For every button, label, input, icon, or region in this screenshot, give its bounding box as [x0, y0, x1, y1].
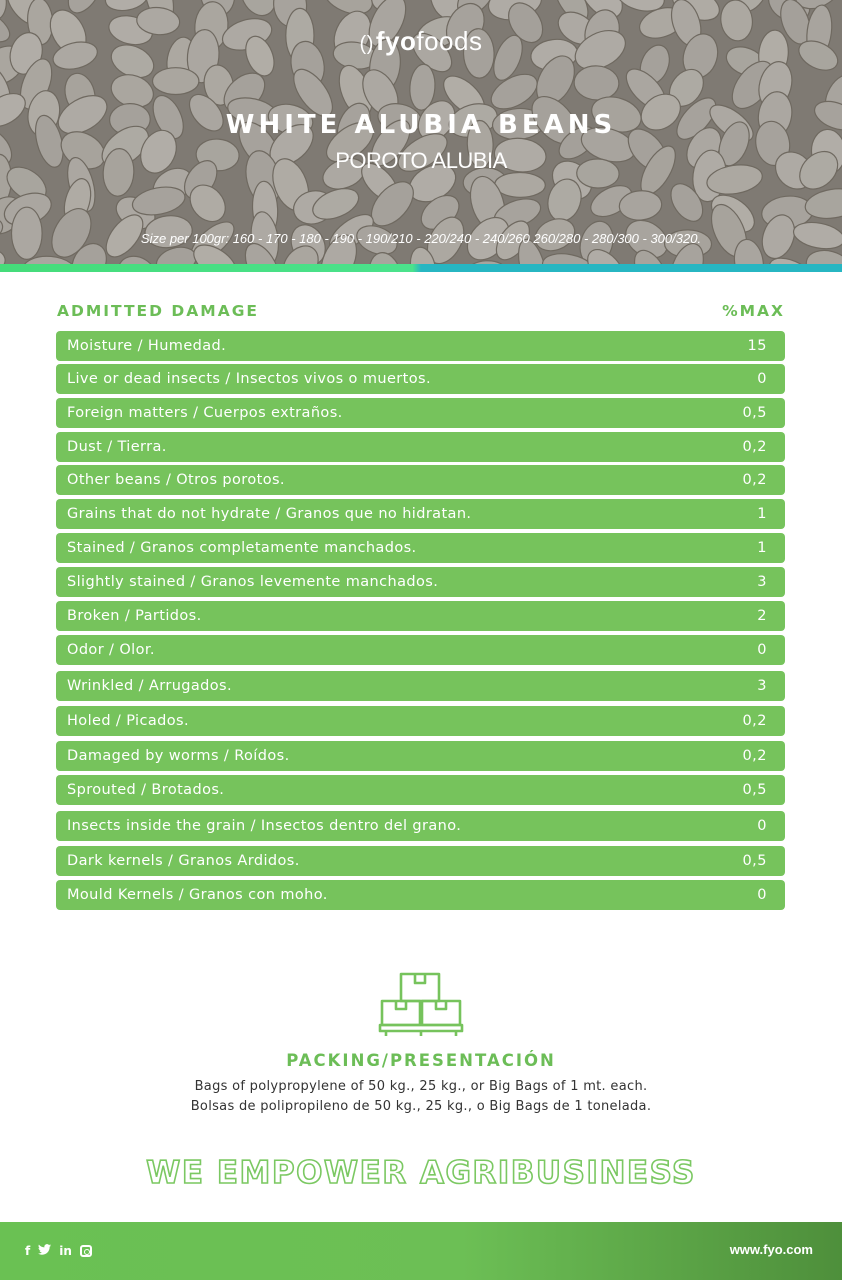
row-value: 2 [757, 608, 767, 624]
row-value: 0 [757, 371, 767, 387]
row-value: 0,5 [742, 782, 767, 798]
table-row [56, 465, 785, 495]
table-row [56, 706, 785, 736]
row-label: Slightly stained / Granos levemente manchados. [67, 574, 439, 590]
table-row [56, 601, 785, 631]
slogan: WE EMPOWER AGRIBUSINESS [146, 1155, 696, 1191]
row-value: 3 [757, 678, 767, 694]
table-row [56, 671, 785, 701]
boxes-on-pallet-icon [378, 971, 464, 1037]
table-row [56, 432, 785, 462]
row-value: 0,5 [742, 405, 767, 421]
table-row [56, 741, 785, 771]
row-label: Stained / Granos completamente manchados. [67, 540, 417, 556]
table-row [56, 635, 785, 665]
row-value: 0 [757, 818, 767, 834]
row-value: 0 [757, 887, 767, 903]
row-label: Mould Kernels / Granos con moho. [67, 887, 328, 903]
packing-line-english: Bags of polypropylene of 50 kg., 25 kg., or Big Bags of 1 mt. each. [194, 1079, 648, 1094]
accent-stripe [0, 264, 842, 272]
logo-bold-text: fyo [375, 26, 417, 56]
table-row [56, 533, 785, 563]
table-row [56, 364, 785, 394]
row-value: 0 [757, 642, 767, 658]
linkedin-icon[interactable]: in [59, 1244, 72, 1258]
logo-light-text: foods [416, 26, 483, 56]
hero-banner [0, 0, 842, 264]
row-label: Live or dead insects / Insectos vivos o muertos. [67, 371, 431, 387]
instagram-icon[interactable] [80, 1245, 92, 1257]
row-label: Foreign matters / Cuerpos extraños. [67, 405, 343, 421]
row-value: 1 [757, 540, 767, 556]
table-row [56, 775, 785, 805]
row-label: Sprouted / Brotados. [67, 782, 225, 798]
table-row [56, 846, 785, 876]
table-row [56, 880, 785, 910]
row-value: 0,5 [742, 853, 767, 869]
website-link[interactable]: www.fyo.com [729, 1242, 813, 1257]
brand-logo[interactable] [0, 26, 842, 57]
row-label: Holed / Picados. [67, 713, 189, 729]
header-admitted-damage: ADMITTED DAMAGE [57, 302, 259, 320]
packing-title: PACKING/PRESENTACIÓN [286, 1051, 556, 1070]
row-value: 0,2 [742, 439, 767, 455]
social-links [25, 1243, 92, 1259]
page-title: WHITE ALUBIA BEANS [225, 110, 617, 140]
row-value: 0,2 [742, 748, 767, 764]
row-label: Dust / Tierra. [67, 439, 167, 455]
twitter-icon[interactable] [38, 1243, 51, 1259]
row-label: Insects inside the grain / Insectos dentro del grano. [67, 818, 462, 834]
row-label: Damaged by worms / Roídos. [67, 748, 290, 764]
table-row [56, 398, 785, 428]
row-label: Dark kernels / Granos Ardidos. [67, 853, 300, 869]
damage-table-header [57, 302, 785, 322]
row-value: 3 [757, 574, 767, 590]
footer [0, 1222, 842, 1280]
row-value: 0,2 [742, 472, 767, 488]
logo-mark-icon: () [359, 33, 374, 55]
header-max-percent: %MAX [722, 302, 785, 320]
row-label: Grains that do not hydrate / Granos que no hidratan. [67, 506, 472, 522]
packing-line-spanish: Bolsas de polipropileno de 50 kg., 25 kg., o Big Bags de 1 tonelada. [190, 1099, 652, 1114]
facebook-icon[interactable]: f [25, 1244, 31, 1258]
size-info: Size per 100gr: 160 - 170 - 180 - 190 - 190/210 - 220/240 - 240/260 260/280 - 280/300 - 300/320. [140, 231, 702, 246]
row-value: 1 [757, 506, 767, 522]
row-label: Wrinkled / Arrugados. [67, 678, 233, 694]
table-row [56, 811, 785, 841]
row-label: Moisture / Humedad. [67, 338, 227, 354]
row-value: 0,2 [742, 713, 767, 729]
row-label: Odor / Olor. [67, 642, 155, 658]
row-value: 15 [747, 338, 767, 354]
row-label: Broken / Partidos. [67, 608, 202, 624]
page-subtitle: POROTO ALUBIA [335, 148, 507, 173]
table-row [56, 499, 785, 529]
table-row [56, 331, 785, 361]
row-label: Other beans / Otros porotos. [67, 472, 285, 488]
table-row [56, 567, 785, 597]
